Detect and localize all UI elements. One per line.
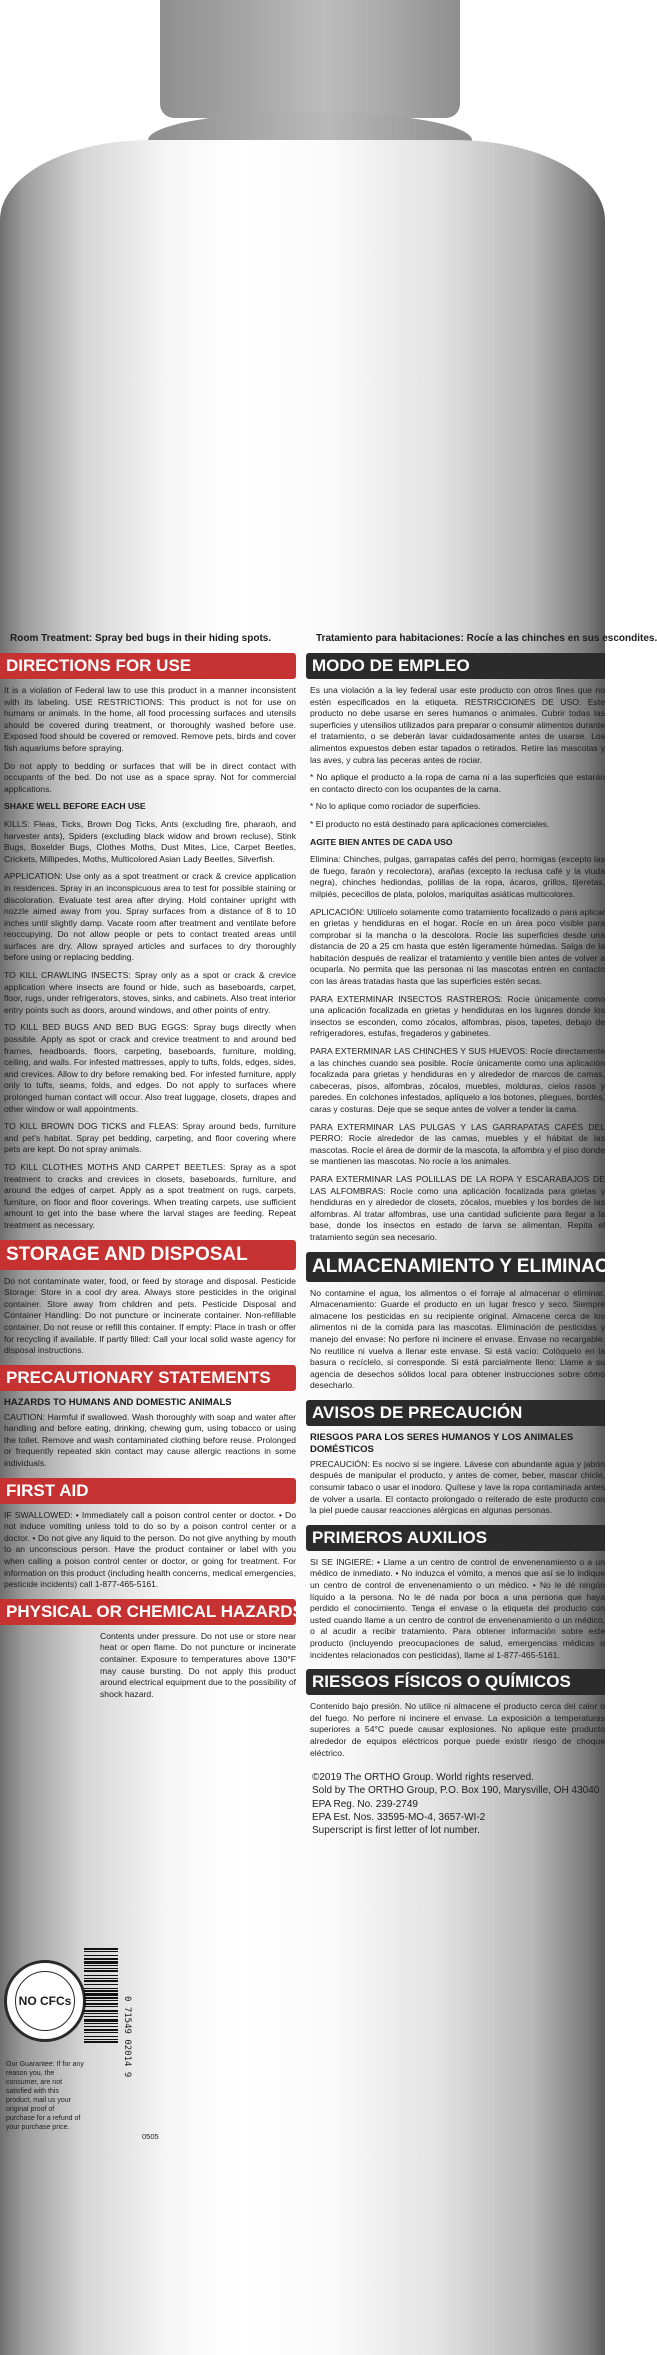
directions-paragraph: It is a violation of Federal law to use this product in a manner inconsistent with its labeling. USE RESTRICTIONS: This product is not for use on humans or animals. In the home, all food processing surfaces and utensils should be covered during treatment, or thoroughly washed before use. Exposed food should be covered or removed. Remove pets, birds and cover fish aquariums before spraying. — [4, 685, 296, 753]
modo-paragraph: PARA EXTERMINAR LAS POLILLAS DE LA ROPA Y ESCARABAJOS DE LAS ALFOMBRAS: Rocíe como una aplicación focalizada para grietas y hendiduras en y alrededor de closets, zócalos, muebles y los bordes de las alfombras. Al tratar alfombras, use una cantidad suficiente para llegar a la base, donde los insectos en estado de larva se alimentan. Repita el tratamiento según sea necesario. — [310, 1173, 605, 1242]
avisos-subheading: RIESGOS PARA LOS SERES HUMANOS Y LOS ANIMALES DOMÉSTICOS — [310, 1431, 574, 1455]
hazards-text: Contents under pressure. Do not use or store near heat or open flame. Do not puncture or incinerate container. Exposure to temperatures above 130°F may cause bursting. Do not apply this product around electrical equipment due to the possibility of shock hazard. — [100, 1630, 296, 1699]
primeros-auxilios-text: SI SE INGIERE: • Llame a un centro de control de envenenamiento o a un médico de inmediato. • No induzca el vómito, a menos que así se lo indique un centro de control de envenenamiento o un médico. • No le dé ningún líquido a la persona. No le dé nada por boca a una persona que haya perdido el conocimiento. Tenga el envase o la etiqueta del producto con usted cuando llame a un centro de control de envenenamiento o un médico, o al acudir a recibir tratamiento. Para obtener información sobre este producto (incluyendo preocupaciones de salud, emergencias médicas o incidentes relacionados con pesticidas), llame al 1-877-465-5161. — [310, 1556, 605, 1660]
english-label-panel — [0, 632, 304, 1700]
modo-paragraph: PARA EXTERMINAR INSECTOS RASTREROS: Rocíe únicamente como una aplicación focalizada en grietas y hendiduras en los lugares donde los insectos se esconden, como zócalos, alfombras, pisos, tapetes, debajo de refrigeradores, estufas, fregaderos y gabinetes. — [310, 993, 605, 1039]
modo-paragraph: Elimina: Chinches, pulgas, garrapatas cafés del perro, hormigas (excepto las de fuego, faraón y recolectora), arañas (excepto la reclusa café y la viuda negra), chinches hediondas, polillas de la ropa, ácaros, grillos, tijeretas, milpiés, pececillos de plata, pololos, mariquitas asiáticas multicolores. — [310, 854, 605, 899]
upc-barcode-icon — [84, 1948, 118, 2126]
almacenamiento-text: No contamine el agua, los alimentos o el forraje al almacenar o eliminar. Almacenamiento: Guarde el producto en un lugar fresco y seco. Siempre almacene los pesticidas en su recipiente original. Almacene cerca de los alimentos ni de la comida para las mascotas. Eliminación de pesticidas y manejo del envase: No perfore ni incinere el envase. Envase no recargable. No reutilice ni vuelva a llenar este envase. Si está vacío: Colóquelo en la basura o recíclelo, si corresponde. Si está parcialmente lleno: Llame a su agencia de desechos sólidos local para obtener instrucciones sobre cómo desecharlo. — [310, 1287, 605, 1391]
modo-paragraph: PARA EXTERMINAR LAS CHINCHES Y SUS HUEVOS: Rocíe directamente a las chinches cuando sea posible. Rocíe únicamente como una aplicación focalizada para grietas y hendiduras en y alrededor de marcos de camas, cabeceras, pisos, alfombras, zócalos, muebles, molduras, cielos rasos y paredes. En colchones infestados, aplíquelo a los botones, pliegues, bordes, caras y costuras. Deje que se seque antes de volver a tender la cama. — [310, 1046, 605, 1114]
guarantee-note: Our Guarantee: If for any reason you, the consumer, are not satisfied with this product, mail us your original proof of purchase for a refund of your purchase price. — [6, 2061, 84, 2131]
almacenamiento-heading: ALMACENAMIENTO Y ELIMINACIÓN — [306, 1252, 605, 1282]
directions-paragraph: TO KILL CRAWLING INSECTS: Spray only as a spot or crack & crevice application where insects are found or hide, such as baseboards, carpet, floor, rugs, under refrigerators, stoves, sinks, and cabinets. Also treat interior entry points such as doors, around windows, and other points of entry. — [4, 970, 296, 1015]
directions-paragraph: KILLS: Fleas, Ticks, Brown Dog Ticks, Ants (excluding fire, pharaoh, and harvester ants), Spiders (excluding black widow and brown recluse), Stink Bugs, Boxelder Bugs, Clothes Moths, Dust Mites, Lice, Carpet Beetles, Crickets, Millipedes, Moths, Multicolored Asian Lady Beetles, Silverfish. — [4, 818, 296, 864]
hazards-heading: PHYSICAL OR CHEMICAL HAZARDS — [0, 1599, 296, 1625]
storage-heading: STORAGE AND DISPOSAL — [0, 1240, 296, 1270]
copyright-line: ©2019 The ORTHO Group. World rights reserved. — [312, 1772, 534, 1784]
modo-paragraph: APLICACIÓN: Utilícelo solamente como tratamiento focalizado o para aplicar en grietas y hendiduras en el hogar. Rocíe en un área poco visible para comprobar si la mancha o la descolora. Rocíe las superficies desde una distancia de 20 a 25 cm hasta que estén ligeramente húmedas. Salga de la habitación después de realizar el tratamiento y ventile bien antes de volver a ocuparla. No permita que las personas ni las mascotas entren en contacto con las áreas tratadas hasta que las superficies estén secas. — [310, 906, 605, 987]
avisos-text: PRECAUCIÓN: Es nocivo si se ingiere. Lávese con abundante agua y jabón después de manipular el producto, y antes de comer, beber, mascar chicle, consumir tabaco o usar el inodoro. Quítese y lave la ropa contaminada antes de volver a usarla. El contacto prolongado o reiterado de este producto con la piel puede causar reacciones alérgicas en algunas personas. — [310, 1458, 605, 1516]
barcode-stripe — [84, 2043, 118, 2045]
spray-cap — [160, 0, 460, 118]
modo-paragraph: * No aplique el producto a la ropa de cama ni a las superficies que estarán en contacto directo con los ocupantes de la cama. — [310, 772, 605, 794]
directions-paragraph: SHAKE WELL BEFORE EACH USE — [4, 801, 146, 812]
barcode-digits: 0 71549 02014 9 — [122, 1996, 132, 2078]
manufacturer-info — [312, 1771, 605, 1837]
riesgos-text: Contenido bajo presión. No utilice ni almacene el producto cerca del calor o del fuego. No perfore ni incinere el envase. La exposición a temperaturas superiores a 54°C puede causar explosiones. No aplique este producto alrededor de equipos eléctricos porque puede existir riesgo de choque eléctrico. — [310, 1701, 605, 1758]
modo-paragraph: * El producto no está destinado para aplicaciones comerciales. — [310, 818, 550, 829]
first-aid-text: IF SWALLOWED: • Immediately call a poison control center or doctor. • Do not induce vomiting unless told to do so by a poison control center or a doctor. • Do not give any liquid to the person. Do not give anything by mouth to an unconscious person. Have the product container or label with you when calling a poison control center or doctor, or going for treatment. For information on this product (including health concerns, medical emergencies, pesticide incidents) call 1-877-465-5161. — [4, 1509, 296, 1590]
directions-paragraph: APPLICATION: Use only as a spot treatment or crack & crevice application in residences. Spray in an inconspicuous area to test for possible staining or discoloration. Evaluate test area after drying. Hold container upright with nozzle aimed away from you. Spray surfaces from a distance of 8 to 10 inches until slightly damp. Vacate room after treatment and ventilate before reoccupying. Do not allow people or pets to contact treated areas until surfaces are dry. Allow sprayed articles and surfaces to dry thoroughly before using or replacing bedding. — [4, 871, 296, 963]
directions-paragraph: TO KILL CLOTHES MOTHS AND CARPET BEETLES: Spray as a spot treatment to cracks and crevices in closets, baseboards, furniture, and around the edges of carpet. Apply as a spot treatment on rugs, carpets, furniture, on floor and floor coverings. When treating carpets, use sufficient amount to get into the base where the larval stages are feeding. Repeat treatment as necessary. — [4, 1161, 296, 1230]
storage-text: Do not contaminate water, food, or feed by storage and disposal. Pesticide Storage: Store in a cool dry area. Always store pesticides in the original container. Store away from children and pets. Pesticide Disposal and Container Handling: Do not puncture or incinerate container. Non-refillable container. Do not reuse or refill this container. If empty: Place in trash or offer for recycling if available. If partly filled: Call your local solid waste agency for disposal instructions. — [4, 1275, 296, 1356]
primeros-auxilios-heading: PRIMEROS AUXILIOS — [306, 1525, 605, 1551]
directions-paragraph: TO KILL BED BUGS AND BED BUG EGGS: Spray bugs directly when possible. Apply as spot or crack and crevice treatment to and around bed frames, headboards, floors, carpeting, baseboards, furniture, molding, ceiling, and walls. For infested mattresses, apply to tufts, folds, edges, sides, and crevices. Allow to dry before remaking bed. For infested furniture, apply only to tufts, seams, folds, and edges. Do not apply to surfaces where prolonged human contact will occur. Also treat luggage, closets, drapes and other window or wall appointments. — [4, 1022, 296, 1114]
directions-paragraph: Do not apply to bedding or surfaces that will be in direct contact with occupants of the bed. Do not use as a space spray. Not for commercial applications. — [4, 760, 296, 794]
modo-de-empleo-text — [310, 685, 605, 1244]
sold-by-line: Sold by The ORTHO Group, P.O. Box 190, Marysville, OH 43040 — [312, 1785, 600, 1797]
modo-paragraph: Es una violación a la ley federal usar este producto con otros fines que no estén especificados en la etiqueta. RESTRICCIONES DE USO: Este producto no debe usarse en seres humanos o animales. Cubrir todas las superficies y utensilios utilizados para preparar o consumir alimentos durante el tratamiento, o se deberán lavar cuidadosamente antes de usarse. Los alimentos expuestos deben estar tapados o retirados. Retire las mascotas y las aves, y cubra las peceras antes de rociar. — [310, 685, 605, 765]
epa-est-line: EPA Est. Nos. 33595-MO-4, 3657-WI-2 — [312, 1811, 486, 1823]
no-cfcs-seal-icon — [4, 1960, 86, 2042]
modo-paragraph: * No lo aplique como rociador de superficies. — [310, 801, 481, 812]
epa-reg-line: EPA Reg. No. 239-2749 — [312, 1798, 418, 1810]
directions-paragraph: TO KILL BROWN DOG TICKS and FLEAS: Spray around beds, furniture and pet's habitat. Spray pet bedding, carpeting, and floor covering where pets are kept. Do not spray animals. — [4, 1121, 296, 1155]
modo-paragraph: AGITE BIEN ANTES DE CADA USO — [310, 836, 453, 847]
first-aid-heading: FIRST AID — [0, 1478, 296, 1504]
room-treatment-lead: Room Treatment: Spray bed bugs in their hiding spots. — [10, 633, 272, 644]
modo-paragraph: PARA EXTERMINAR LAS PULGAS Y LAS GARRAPATAS CAFÉS DEL PERRO: Rocíe alrededor de las camas, muebles y el hábitat de las mascotas. Rocíe el área de dormir de la mascota, la alfombra y el piso donde se mantienen las mascotas. No rocíe a los animales. — [310, 1121, 605, 1167]
precautionary-heading: PRECAUTIONARY STATEMENTS — [0, 1365, 296, 1391]
precautionary-subheading: HAZARDS TO HUMANS AND DOMESTIC ANIMALS — [4, 1396, 232, 1408]
riesgos-heading: RIESGOS FÍSICOS O QUÍMICOS — [306, 1669, 605, 1695]
directions-text — [0, 685, 296, 1232]
directions-heading: DIRECTIONS FOR USE — [0, 653, 296, 679]
modo-de-empleo-heading: MODO DE EMPLEO — [306, 653, 605, 679]
avisos-heading: AVISOS DE PRECAUCIÓN — [306, 1400, 605, 1426]
no-cfcs-label: NO CFCs — [15, 1971, 75, 2031]
room-treatment-lead-es: Tratamiento para habitaciones: Rocíe a las chinches en sus escondites. — [316, 633, 657, 644]
spanish-label-panel — [306, 632, 657, 1837]
lot-note-line: Superscript is first letter of lot number. — [312, 1824, 480, 1836]
precautionary-text: CAUTION: Harmful if swallowed. Wash thoroughly with soap and water after handling and before eating, drinking, chewing gum, using tobacco or using the toilet. Remove and wash contaminated clothing before reuse. Prolonged or frequently repeated skin contact may cause allergic reactions in some individuals. — [4, 1411, 296, 1469]
print-code: 0505 — [142, 2132, 159, 2141]
